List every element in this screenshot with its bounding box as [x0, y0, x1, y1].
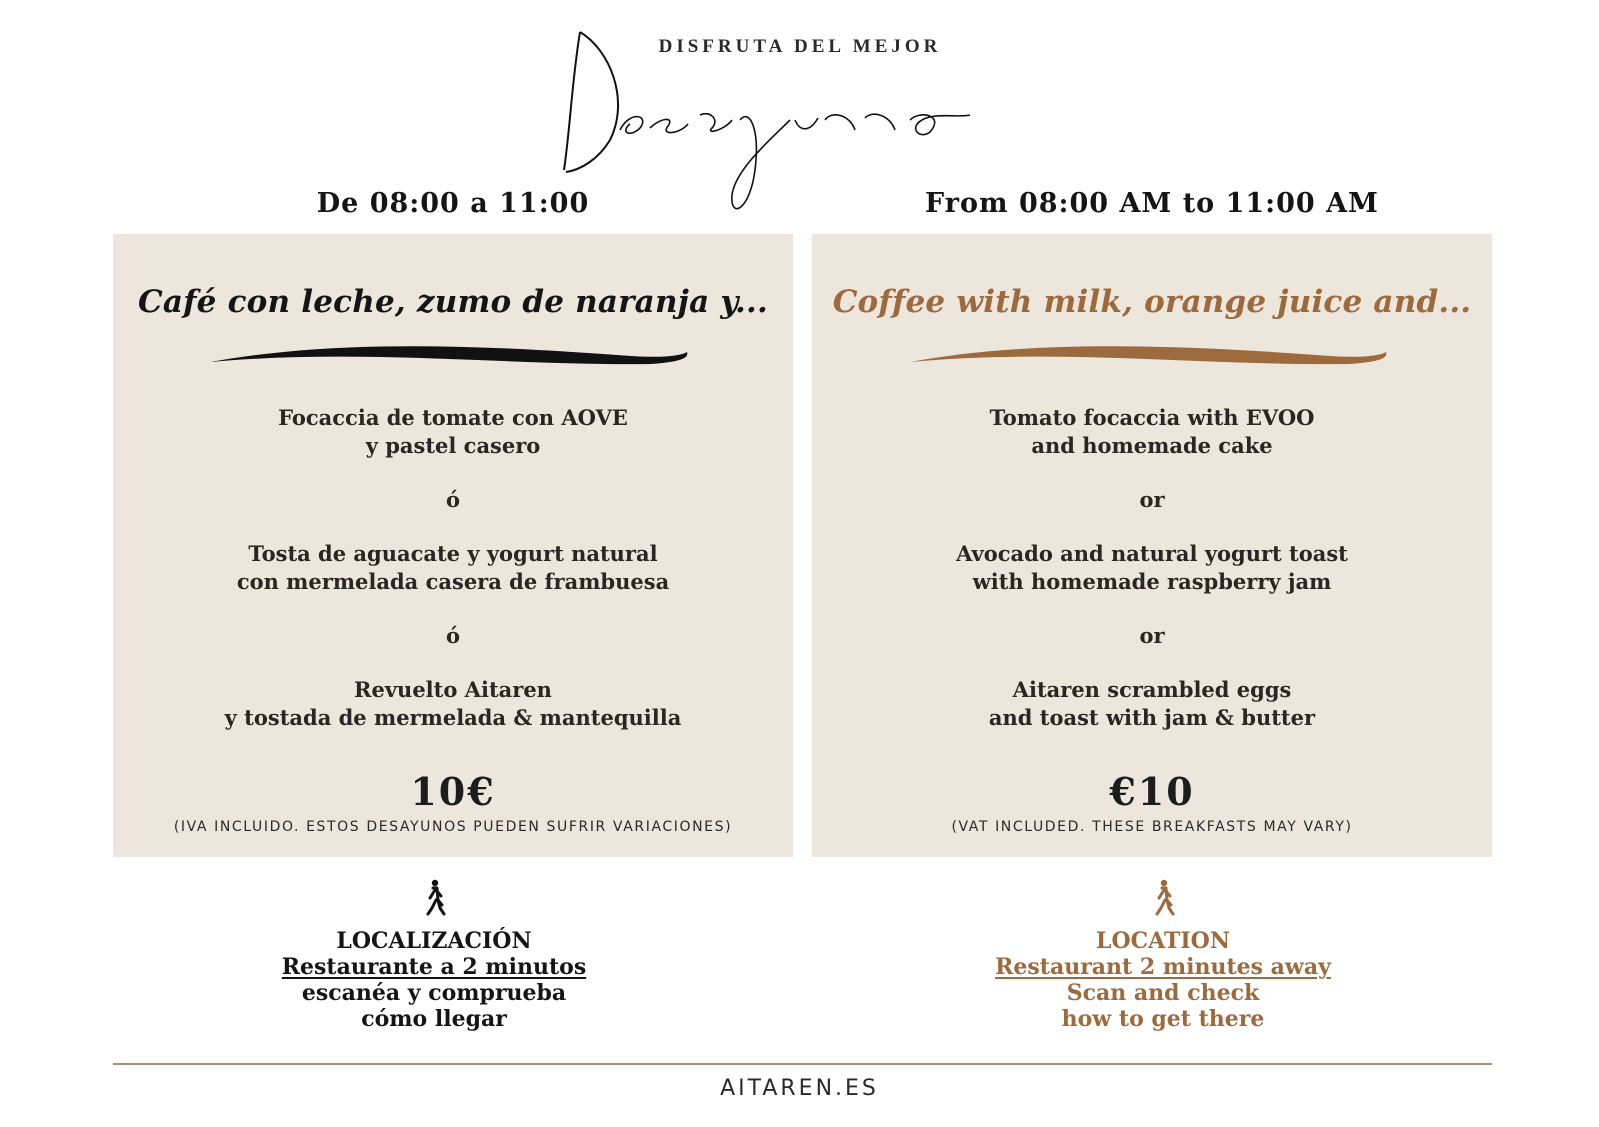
option-line: Focaccia de tomate con AOVE	[278, 405, 628, 430]
walking-person-icon	[422, 878, 446, 918]
location-line: escanéa y comprueba	[301, 980, 567, 1006]
footer-divider	[113, 1063, 1492, 1065]
panel-title-en: Coffee with milk, orange juice and...	[832, 284, 1472, 320]
location-line: cómo llegar	[361, 1006, 507, 1032]
menu-panel-en	[812, 234, 1492, 857]
hours-en: From 08:00 AM to 11:00 AM	[925, 188, 1379, 219]
menu-panel-es	[113, 234, 793, 857]
header-kicker: DISFRUTA DEL MEJOR	[658, 36, 942, 57]
option-line: and toast with jam & butter	[988, 705, 1316, 730]
location-heading: LOCALIZACIÓN	[336, 928, 532, 954]
walking-person-icon	[1151, 878, 1175, 918]
price-note-es: (IVA INCLUIDO. ESTOS DESAYUNOS PUEDEN SUFRIR VARIACIONES)	[173, 819, 733, 835]
footer-site-link[interactable]: AITAREN.ES	[720, 1076, 879, 1101]
menu-option-3	[113, 676, 793, 732]
option-line: y pastel casero	[365, 433, 541, 458]
option-line: y tostada de mermelada & mantequilla	[224, 705, 682, 730]
location-link[interactable]: Restaurante a 2 minutos	[281, 954, 587, 980]
swash-divider-es	[211, 342, 691, 372]
menu-option-1	[812, 404, 1492, 460]
option-line: Tosta de aguacate y yogurt natural	[248, 541, 658, 566]
menu-option-2	[812, 540, 1492, 596]
option-line: Aitaren scrambled eggs	[1012, 677, 1292, 702]
hours-es: De 08:00 a 11:00	[316, 188, 590, 219]
menu-items-es	[113, 404, 793, 732]
option-line: con mermelada casera de frambuesa	[236, 569, 670, 594]
swash-divider-en	[910, 342, 1390, 372]
location-block-en	[953, 878, 1373, 1032]
option-separator: or	[1139, 623, 1165, 648]
option-separator: or	[1139, 487, 1165, 512]
panel-title-es: Café con leche, zumo de naranja y...	[137, 284, 769, 320]
option-separator: ó	[445, 487, 460, 512]
option-line: Avocado and natural yogurt toast	[956, 541, 1348, 566]
option-separator: ó	[445, 623, 460, 648]
location-heading: LOCATION	[1096, 928, 1230, 954]
option-line: and homemade cake	[1031, 433, 1273, 458]
option-line: Revuelto Aitaren	[354, 677, 552, 702]
menu-option-1	[113, 404, 793, 460]
menu-items-en	[812, 404, 1492, 732]
price-note-en: (VAT INCLUDED. THESE BREAKFASTS MAY VARY)	[951, 819, 1353, 835]
location-link[interactable]: Restaurant 2 minutes away	[995, 954, 1331, 980]
option-line: Tomato focaccia with EVOO	[989, 405, 1315, 430]
price-es: 10€	[410, 769, 496, 814]
location-line: Scan and check	[1066, 980, 1260, 1006]
menu-option-3	[812, 676, 1492, 732]
location-block-es	[224, 878, 644, 1032]
location-line: how to get there	[1061, 1006, 1265, 1032]
option-line: with homemade raspberry jam	[972, 569, 1332, 594]
price-en: €10	[1109, 769, 1195, 814]
menu-option-2	[113, 540, 793, 596]
